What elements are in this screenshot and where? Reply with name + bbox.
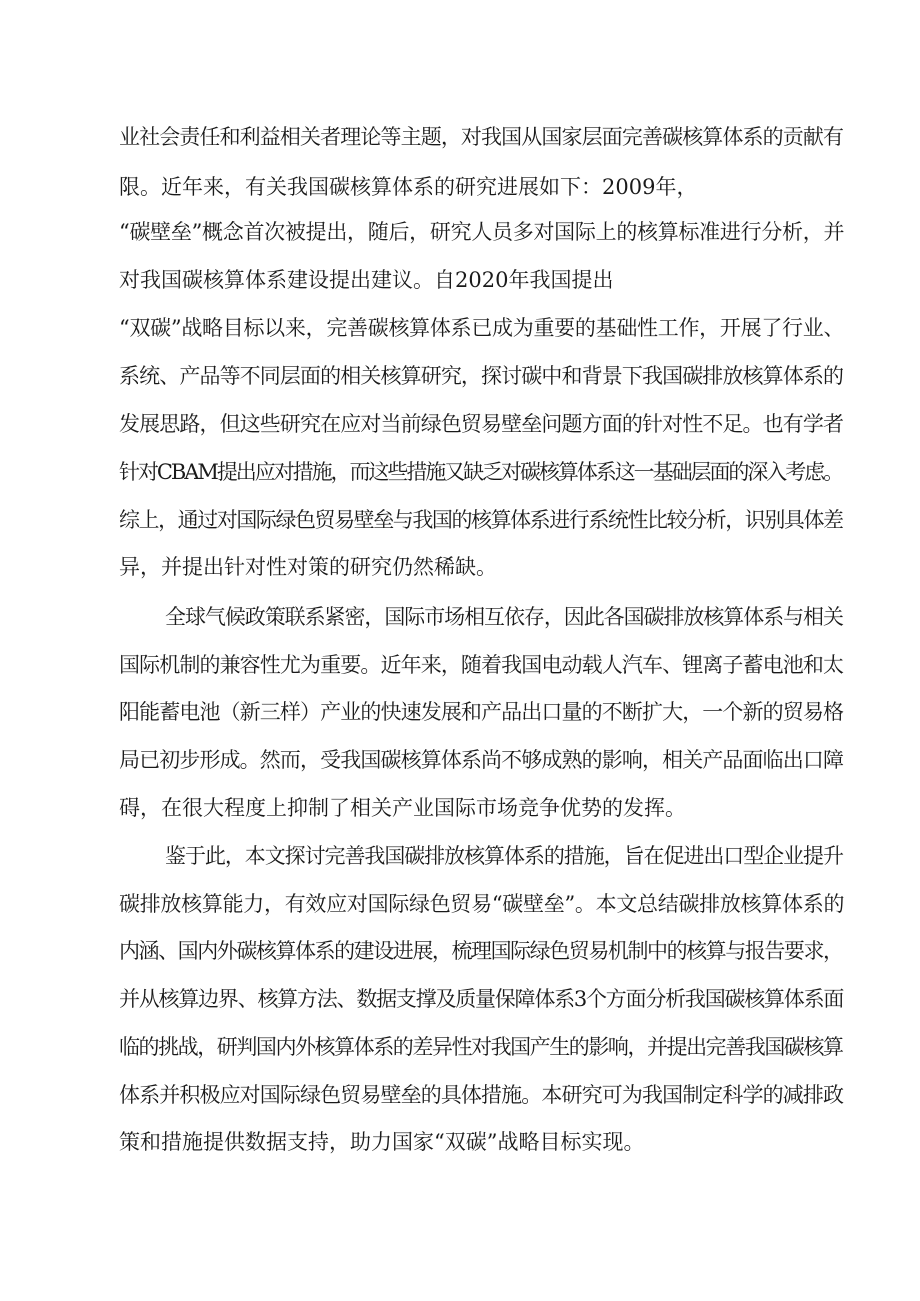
text-line: 碍，在很大程度上抑制了相关产业国际市场竞争优势的发挥。	[119, 796, 686, 820]
text-line: 并从核算边界、核算方法、数据支撑及质量保障体系3个方面分析我国碳核算体系面	[119, 987, 844, 1011]
text-line: 系统、产品等不同层面的相关核算研究，探讨碳中和背景下我国碳排放核算体系的	[119, 364, 844, 388]
text-line: 策和措施提供数据支持，助力国家“双碳”战略目标实现。	[119, 1130, 645, 1154]
text-line: 针对CBAM提出应对措施，而这些措施又缺乏对碳核算体系这一基础层面的深入考虑。	[119, 460, 843, 484]
text-line: 局已初步形成。然而，受我国碳核算体系尚不够成熟的影响，相关产品面临出口障	[119, 748, 844, 772]
text-line: 体系并积极应对国际绿色贸易壁垒的具体措施。本研究可为我国制定科学的减排政	[119, 1083, 844, 1107]
text-line: 对我国碳核算体系建设提出建议。自2020年我国提出	[119, 268, 614, 292]
text-line: “双碳”战略目标以来，完善碳核算体系已成为重要的基础性工作，开展了行业、	[119, 316, 845, 340]
text-line: 阳能蓄电池（新三样）产业的快速发展和产品出口量的不断扩大，一个新的贸易格	[119, 700, 844, 724]
text-line: 鉴于此，本文探讨完善我国碳排放核算体系的措施，旨在促进出口型企业提升	[165, 844, 843, 868]
text-line: “碳壁垒”概念首次被提出，随后，研究人员多对国际上的核算标准进行分析，并	[119, 220, 845, 244]
text-line: 国际机制的兼容性尤为重要。近年来，随着我国电动载人汽车、锂离子蓄电池和太	[119, 653, 844, 677]
text-line: 临的挑战，研判国内外核算体系的差异性对我国产生的影响，并提出完善我国碳核算	[119, 1035, 843, 1059]
text-line: 异，并提出针对性对策的研究仍然稀缺。	[119, 555, 497, 579]
text-line: 全球气候政策联系紧密，国际市场相互依存，因此各国碳排放核算体系与相关	[165, 605, 843, 629]
text-line: 限。近年来，有关我国碳核算体系的研究进展如下：2009年，	[119, 175, 698, 199]
text-line: 发展思路，但这些研究在应对当前绿色贸易壁垒问题方面的针对性不足。也有学者	[119, 412, 844, 436]
text-line: 内涵、国内外碳核算体系的建设进展，梳理国际绿色贸易机制中的核算与报告要求，	[119, 939, 843, 963]
text-line: 综上，通过对国际绿色贸易壁垒与我国的核算体系进行系统性比较分析，识别具体差	[119, 508, 843, 532]
text-line: 业社会责任和利益相关者理论等主题，对我国从国家层面完善碳核算体系的贡献有	[119, 125, 844, 149]
text-line: 碳排放核算能力，有效应对国际绿色贸易“碳壁垒”。本文总结碳排放核算体系的	[119, 892, 845, 916]
